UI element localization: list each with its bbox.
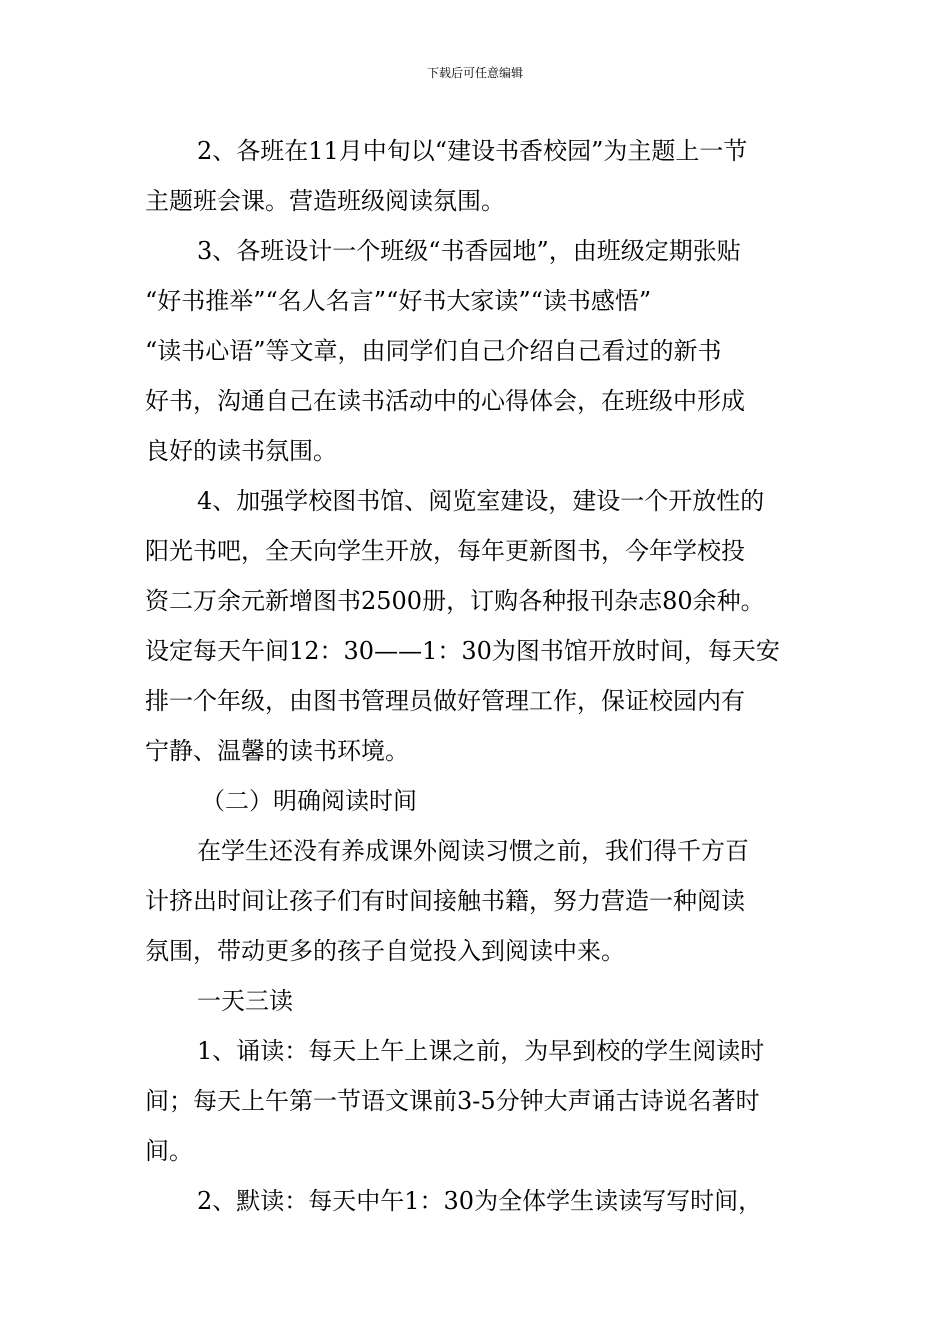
text-line: 资二万余元新增图书2500册，订购各种报刊杂志80余种。	[145, 587, 765, 615]
text-line: 阳光书吧，全天向学生开放，每年更新图书，今年学校投	[145, 537, 745, 565]
text-line: 好书，沟通自己在读书活动中的心得体会，在班级中形成	[145, 387, 745, 415]
text-line: 在学生还没有养成课外阅读习惯之前，我们得千方百	[197, 837, 749, 865]
text-line: 2、默读：每天中午1：30为全体学生读读写写时间，	[197, 1187, 763, 1215]
text-line: 设定每天午间12：30——1：30为图书馆开放时间，每天安	[145, 637, 780, 665]
text-line: 宁静、温馨的读书环境。	[145, 737, 409, 765]
text-line: 2、各班在11月中旬以“建设书香校园”为主题上一节	[197, 137, 748, 165]
text-line: 良好的读书氛围。	[145, 437, 337, 465]
text-line: 1、诵读：每天上午上课之前，为早到校的学生阅读时	[197, 1037, 765, 1065]
text-line: 主题班会课。营造班级阅读氛围。	[145, 187, 505, 215]
text-line: 4、加强学校图书馆、阅览室建设，建设一个开放性的	[197, 487, 765, 515]
text-line: 3、各班设计一个班级“书香园地”，由班级定期张贴	[197, 237, 741, 265]
text-line: 间。	[145, 1137, 193, 1165]
page-header: 下载后可任意编辑	[426, 66, 523, 80]
subheading: 一天三读	[197, 987, 293, 1015]
text-line: “好书推举”“名人名言”“好书大家读”“读书感悟”	[145, 287, 652, 315]
section-heading: （二）明确阅读时间	[201, 787, 417, 815]
document-body	[145, 126, 809, 1226]
text-line: 间；每天上午第一节语文课前3-5分钟大声诵古诗说名著时	[145, 1087, 760, 1115]
text-line: 排一个年级，由图书管理员做好管理工作，保证校园内有	[145, 687, 745, 715]
text-line: 氛围，带动更多的孩子自觉投入到阅读中来。	[145, 937, 625, 965]
text-line: “读书心语”等文章，由同学们自己介绍自己看过的新书	[145, 337, 722, 365]
text-line: 计挤出时间让孩子们有时间接触书籍，努力营造一种阅读	[145, 887, 745, 915]
